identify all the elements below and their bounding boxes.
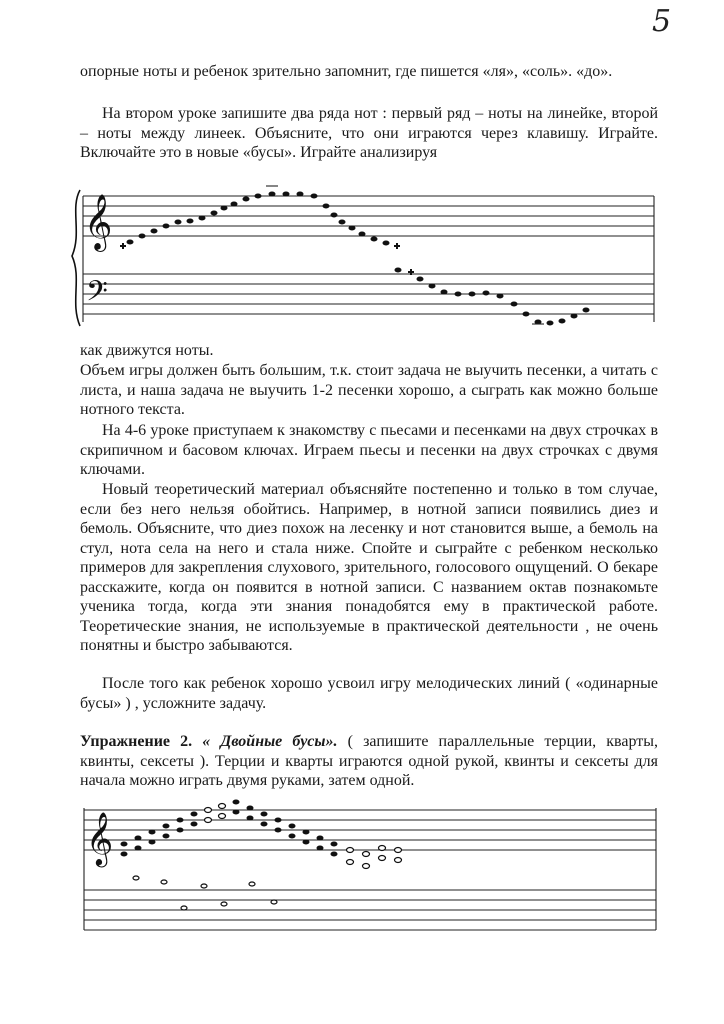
paragraph-notes-motion: как движутся ноты. <box>80 342 214 359</box>
page-number: 5 <box>652 4 672 39</box>
paragraph-theory: Новый теоретический материал объясняйте постепенно и только в том случае, если без него нельзя обойтись. Например, в нотной записи появились диез и бемоль. Объясните, что диез похож на лесенку и нот становится выше, а бемоль на стул, нота села на него и стала ниже. Спойте и сыграйте с ребенком несколько примеров для закрепления слухового, зрительного, голосового ощущений. О бекаре расскажите, когда он появится в нотной записи. С названием октав познакомьте ученика тогда, когда эти знания понадобятся ему в практической работе. Теоретические знания, не используемые в практической деятельности , не очень понятны и быстро забываются. <box>80 481 658 654</box>
interval-sequence <box>121 800 402 911</box>
treble-staff-2 <box>84 810 656 850</box>
exercise-text: ( запишите параллельные терции, кварты, квинты, сексеты ). Терции и кварты играются одной рукой, квинты и сексеты для начала можно играть двумя руками, затем одной. <box>80 733 659 789</box>
exercise-2 <box>80 732 658 791</box>
bass-clef-icon: 𝄢 <box>86 275 108 315</box>
note-sequence <box>120 186 590 326</box>
exercise-title: « Двойные бусы». <box>202 733 338 750</box>
treble-clef-icon: 𝄞 <box>84 194 113 250</box>
treble-staff <box>83 196 654 236</box>
treble-clef-2-icon: 𝄞 <box>86 811 114 865</box>
paragraph-second-lesson: На втором уроке запишите два ряда нот : первый ряд – ноты на линейке, второй – ноты между линеек. Объясните, что они играются через клавишу. Играйте. Включайте это в новые «бусы». Играйте анализируя <box>80 105 658 161</box>
paragraph-continuation: опорные ноты и ребенок зрительно запомнит, где пишется «ля», «соль». «до». <box>80 63 613 80</box>
exercise-label: Упражнение 2. <box>80 733 193 750</box>
music-example-single-beads <box>68 188 668 338</box>
bass-staff <box>83 274 654 314</box>
paragraph-after-single-beads: После того как ребенок хорошо усвоил игру мелодических линий ( «одинарные бусы» ) , усложните задачу. <box>80 675 658 712</box>
paragraph-lessons-4-6: На 4-6 уроке приступаем к знакомству с пьесами и песенками на двух строчках в скрипичном и басовом ключах. Играем пьесы и песенки на двух строчках с двумя ключами. <box>80 422 658 478</box>
paragraph-volume: Объем игры должен быть большим, т.к. стоит задача не выучить песенки, а читать с листа, и наша задача не выучить 1-2 песенки хорошо, а сыграть как можно больше нотного текста. <box>80 362 658 418</box>
bass-staff-2 <box>84 890 656 930</box>
music-example-double-beads <box>84 804 660 934</box>
